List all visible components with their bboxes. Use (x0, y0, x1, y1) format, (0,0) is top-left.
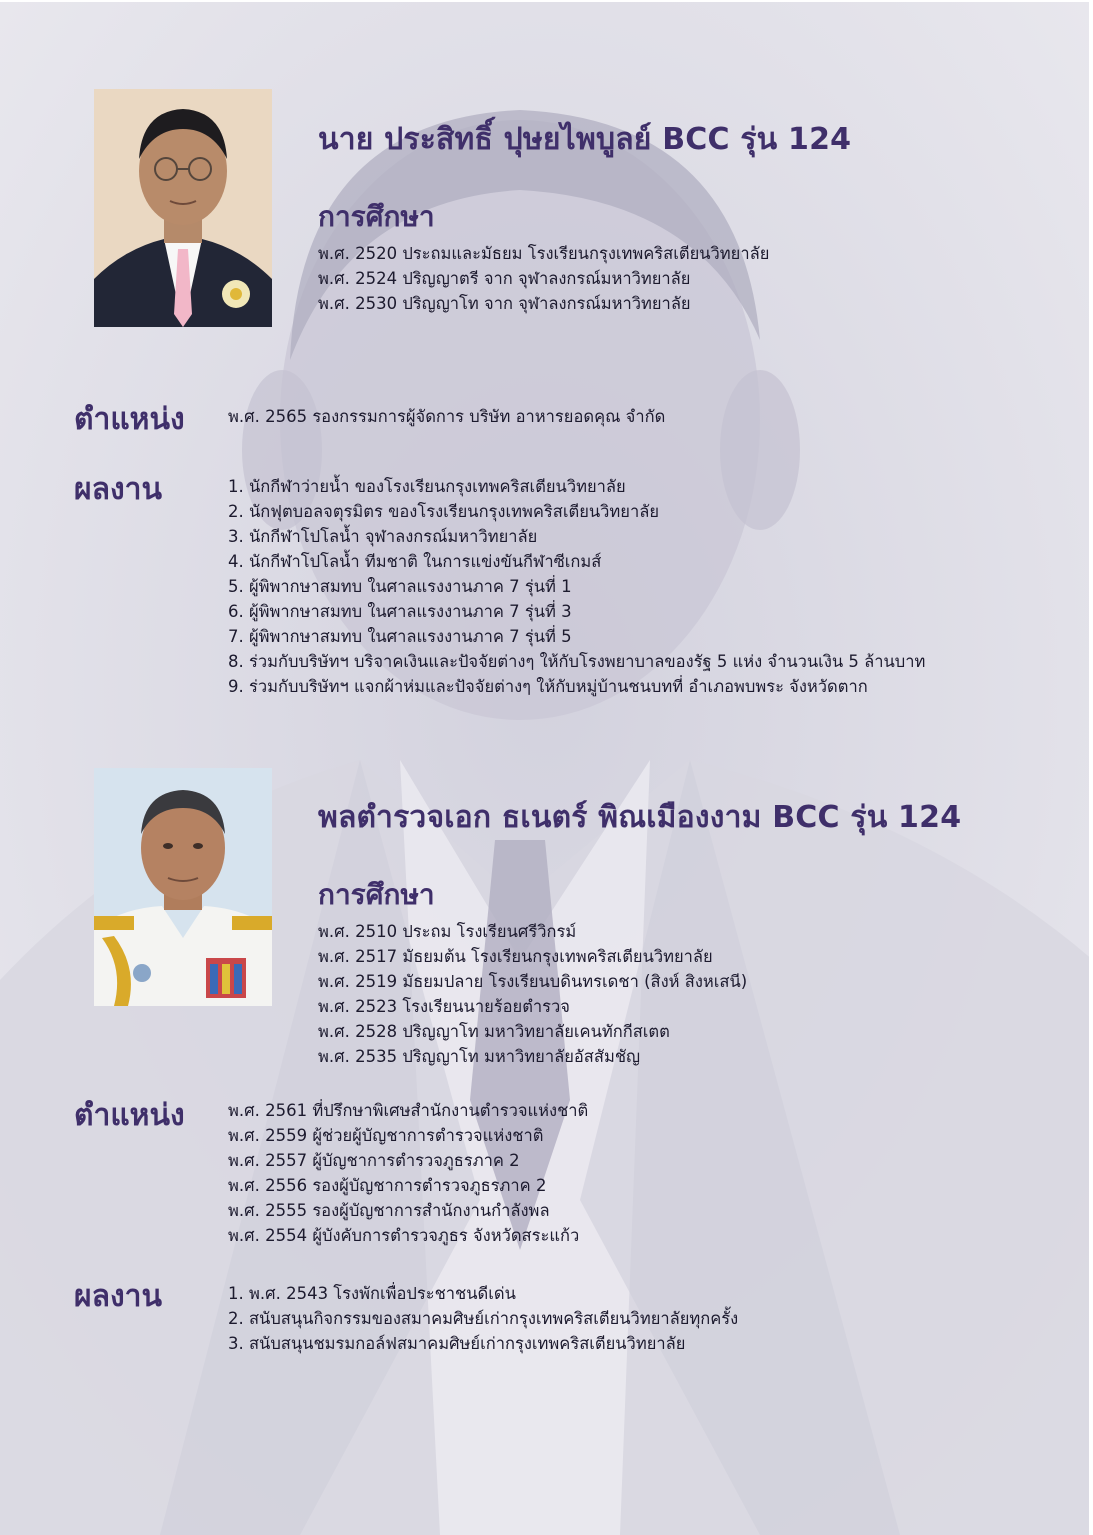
person1-education-list (318, 241, 769, 316)
person1-name: นาย ประสิทธิ์ ปุษยไพบูลย์ BCC รุ่น 124 (318, 122, 852, 157)
portrait-photo-icon (94, 89, 272, 327)
education-item: พ.ศ. 2528 ปริญญาโท มหาวิทยาลัยเคนทักกีสเตต (318, 1022, 670, 1041)
position-item: พ.ศ. 2565 รองกรรมการผู้จัดการ บริษัท อาหารยอดคุณ จำกัด (228, 407, 666, 426)
works-item: 4. นักกีฬาโปโลน้ำ ทีมชาติ ในการแข่งขันกีฬาซีเกมส์ (228, 552, 602, 571)
person2-position-heading: ตำแหน่ง (74, 1098, 185, 1133)
education-item: พ.ศ. 2530 ปริญญาโท จาก จุฬาลงกรณ์มหาวิทยาลัย (318, 294, 691, 313)
works-item: 3. นักกีฬาโปโลน้ำ จุฬาลงกรณ์มหาวิทยาลัย (228, 527, 538, 546)
works-item: 1. พ.ศ. 2543 โรงพักเพื่อประชาชนดีเด่น (228, 1284, 516, 1303)
person1-position-list (228, 404, 665, 429)
position-item: พ.ศ. 2555 รองผู้บัญชาการสำนักงานกำลังพล (228, 1201, 550, 1220)
person2-education-heading: การศึกษา (318, 878, 435, 911)
person2-works-list (228, 1281, 738, 1356)
works-item: 3. สนับสนุนชมรมกอล์ฟสมาคมศิษย์เก่ากรุงเทพคริสเตียนวิทยาลัย (228, 1334, 686, 1353)
position-item: พ.ศ. 2554 ผู้บังคับการตำรวจภูธร จังหวัดสระแก้ว (228, 1226, 580, 1245)
works-item: 6. ผู้พิพากษาสมทบ ในศาลแรงงานภาค 7 รุ่นที่ 3 (228, 602, 572, 621)
person2-works-heading: ผลงาน (74, 1279, 162, 1314)
education-item: พ.ศ. 2520 ประถมและมัธยม โรงเรียนกรุงเทพคริสเตียนวิทยาลัย (318, 244, 770, 263)
education-item: พ.ศ. 2517 มัธยมต้น โรงเรียนกรุงเทพคริสเตียนวิทยาลัย (318, 947, 713, 966)
position-item: พ.ศ. 2559 ผู้ช่วยผู้บัญชาการตำรวจแห่งชาติ (228, 1126, 544, 1145)
person2-name: พลตำรวจเอก ธเนตร์ พิณเมืองงาม BCC รุ่น 124 (318, 800, 962, 835)
education-item: พ.ศ. 2510 ประถม โรงเรียนศรีวิกรม์ (318, 922, 577, 941)
works-item: 7. ผู้พิพากษาสมทบ ในศาลแรงงานภาค 7 รุ่นที่ 5 (228, 627, 572, 646)
person1-education-heading: การศึกษา (318, 200, 435, 233)
position-item: พ.ศ. 2557 ผู้บัญชาการตำรวจภูธรภาค 2 (228, 1151, 520, 1170)
portrait-photo-icon (94, 768, 272, 1006)
education-item: พ.ศ. 2535 ปริญญาโท มหาวิทยาลัยอัสสัมชัญ (318, 1047, 641, 1066)
education-item: พ.ศ. 2524 ปริญญาตรี จาก จุฬาลงกรณ์มหาวิทยาลัย (318, 269, 691, 288)
works-item: 5. ผู้พิพากษาสมทบ ในศาลแรงงานภาค 7 รุ่นที่ 1 (228, 577, 572, 596)
works-item: 8. ร่วมกับบริษัทฯ บริจาคเงินและปัจจัยต่างๆ ให้กับโรงพยาบาลของรัฐ 5 แห่ง จำนวนเงิน 5 ล้านบาท (228, 652, 926, 671)
person1-portrait-photo (94, 89, 272, 327)
person1-works-list (228, 474, 925, 699)
person2-position-list (228, 1098, 588, 1248)
education-item: พ.ศ. 2519 มัธยมปลาย โรงเรียนบดินทรเดชา (สิงห์ สิงหเสนี) (318, 972, 748, 991)
person1-works-heading: ผลงาน (74, 472, 162, 507)
works-item: 2. สนับสนุนกิจกรรมของสมาคมศิษย์เก่ากรุงเทพคริสเตียนวิทยาลัยทุกครั้ง (228, 1309, 739, 1328)
education-item: พ.ศ. 2523 โรงเรียนนายร้อยตำรวจ (318, 997, 570, 1016)
position-item: พ.ศ. 2561 ที่ปรึกษาพิเศษสำนักงานตำรวจแห่งชาติ (228, 1101, 589, 1120)
person1-position-heading: ตำแหน่ง (74, 402, 185, 437)
works-item: 1. นักกีฬาว่ายน้ำ ของโรงเรียนกรุงเทพคริสเตียนวิทยาลัย (228, 477, 626, 496)
works-item: 9. ร่วมกับบริษัทฯ แจกผ้าห่มและปัจจัยต่างๆ ให้กับหมู่บ้านชนบทที่ อำเภอพบพระ จังหวัดตาก (228, 677, 868, 696)
works-item: 2. นักฟุตบอลจตุรมิตร ของโรงเรียนกรุงเทพคริสเตียนวิทยาลัย (228, 502, 659, 521)
position-item: พ.ศ. 2556 รองผู้บัญชาการตำรวจภูธรภาค 2 (228, 1176, 547, 1195)
person2-education-list (318, 919, 747, 1069)
person2-portrait-photo (94, 768, 272, 1006)
